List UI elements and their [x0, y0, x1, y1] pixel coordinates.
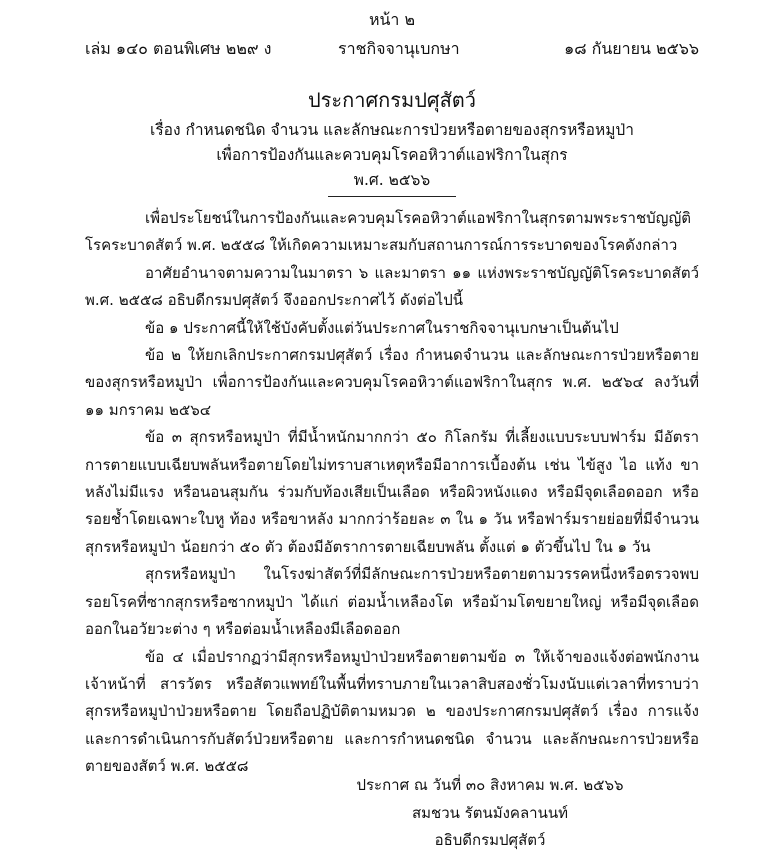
subject-line-1: เรื่อง กำหนดชนิด จำนวน และลักษณะการป่วยหรือตายของสุกรหรือหมูป่า — [150, 121, 634, 139]
announcement-body — [85, 205, 699, 781]
announcement-title: ประกาศกรมปศุสัตว์ — [307, 88, 477, 112]
announcement-date: ประกาศ ณ วันที่ ๓๐ สิงหาคม พ.ศ. ๒๕๖๖ — [356, 776, 624, 794]
publication-date: ๑๘ กันยายน ๒๕๖๖ — [564, 39, 699, 58]
paragraph-authority: อาศัยอำนาจตามความในมาตรา ๖ และมาตรา ๑๑ แห่งพระราชบัญญัติโรคระบาดสัตว์ พ.ศ. ๒๕๕๘ อธิบดีกรมปศุสัตว์ จึงออกประกาศไว้ ดังต่อไปนี้ — [85, 263, 699, 310]
subject-year: พ.ศ. ๒๕๖๖ — [353, 171, 431, 189]
signatory-position: อธิบดีกรมปศุสัตว์ — [434, 831, 546, 849]
title-divider — [328, 196, 456, 197]
clause-1: ข้อ ๑ ประกาศนี้ให้ใช้บังคับตั้งแต่วันประกาศในราชกิจจานุเบกษาเป็นต้นไป — [145, 318, 619, 337]
clause-2: ข้อ ๒ ให้ยกเลิกประกาศกรมปศุสัตว์ เรื่อง กำหนดจำนวน และลักษณะการป่วยหรือตายของสุกรหรือหมูป่า เพื่อการป้องกันและควบคุมโรคอหิวาต์แอฟริกาในสุกร พ.ศ. ๒๕๖๔ ลงวันที่ ๑๑ มกราคม ๒๕๖๔ — [85, 346, 699, 419]
signatory-name: สมชวน รัตนมังคลานนท์ — [412, 804, 568, 822]
clause-4: ข้อ ๔ เมื่อปรากฏว่ามีสุกรหรือหมูป่าป่วยหรือตายตามข้อ ๓ ให้เจ้าของแจ้งต่อพนักงานเจ้าหน้าที่ สารวัตร หรือสัตวแพทย์ในพื้นที่ทราบภายในเวลาสิบสองชั่วโมงนับแต่เวลาที่ทราบว่าสุกรหรือหมูป่าป่วยหรือตาย โดยถือปฏิบัติตามหมวด ๒ ของประกาศกรมปศุสัตว์ เรื่อง การแจ้งและการดำเนินการกับสัตว์ป่วยหรือตาย และการกำหนดชนิด จำนวน และลักษณะการป่วยหรือตายของสัตว์ พ.ศ. ๒๕๕๘ — [85, 647, 699, 776]
clause-3-paragraph-2: สุกรหรือหมูป่า ในโรงฆ่าสัตว์ที่มีลักษณะการป่วยหรือตายตามวรรคหนึ่งหรือตรวจพบรอยโรคที่ซากสุกรหรือซากหมูป่า ได้แก่ ต่อมน้ำเหลืองโต หรือม้ามโตขยายใหญ่ หรือมีจุดเลือดออกในอวัยวะต่าง ๆ หรือต่อมน้ำเหลืองมีเลือดออก — [85, 565, 699, 639]
volume-issue: เล่ม ๑๔๐ ตอนพิเศษ ๒๒๙ ง — [85, 39, 272, 58]
page-number: หน้า ๒ — [368, 10, 416, 29]
announcement-subject — [0, 118, 784, 193]
subject-line-2: เพื่อการป้องกันและควบคุมโรคอหิวาต์แอฟริกาในสุกร — [216, 146, 568, 164]
clause-3: ข้อ ๓ สุกรหรือหมูป่า ที่มีน้ำหนักมากกว่า ๕๐ กิโลกรัม ที่เลี้ยงแบบระบบฟาร์ม มีอัตราการตายแบบเฉียบพลันหรือตายโดยไม่ทราบสาเหตุหรือมีอาการเบื้องต้น เช่น ไข้สูง ไอ แท้ง ขาหลังไม่มีแรง หรือนอนสุมกัน ร่วมกับท้องเสียเป็นเลือด หรือผิวหนังแดง หรือมีจุดเลือดออก หรือรอยช้ำโดยเฉพาะใบหู ท้อง หรือขาหลัง มากกว่าร้อยละ ๓ ใน ๑ วัน หรือฟาร์มรายย่อยที่มีจำนวนสุกรหรือหมูป่า น้อยกว่า ๕๐ ตัว ต้องมีอัตราการตายเฉียบพลัน ตั้งแต่ ๑ ตัวขึ้นไป ใน ๑ วัน — [85, 428, 699, 556]
paragraph-preamble: เพื่อประโยชน์ในการป้องกันและควบคุมโรคอหิวาต์แอฟริกาในสุกรตามพระราชบัญญัติโรคระบาดสัตว์ พ.ศ. ๒๕๕๘ ให้เกิดความเหมาะสมกับสถานการณ์การระบาดของโรคดังกล่าว — [85, 209, 691, 255]
gazette-name: ราชกิจจานุเบกษา — [338, 39, 460, 58]
